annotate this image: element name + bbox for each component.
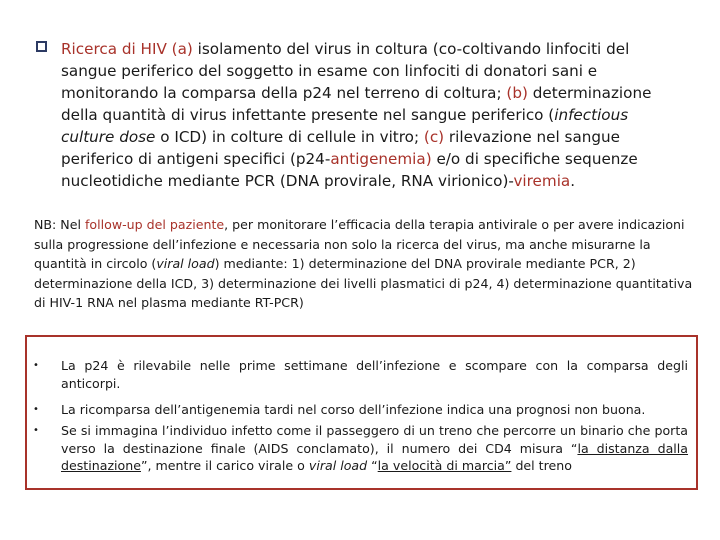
italic-term: viral load <box>156 256 215 271</box>
follow-up-term: follow-up del paziente <box>84 217 225 232</box>
text-span: , per monitorare l’efficacia della terapia antivirale o per avere indicazioni sulla progressione dell’infezione e necessaria non solo la ricerca del virus, ma anche misurarne la quantità in circolo ( <box>34 217 685 271</box>
label-c: (c) <box>423 128 445 146</box>
text-span: ) mediante: 1) determinazione del DNA provirale mediante PCR, 2) determinazione della ICD, 3) determinazione dei livelli plasmatici di p24, 4) determinazione quantitativa di HIV-1 RNA nel plasma mediante RT-PCR) <box>34 256 693 310</box>
underlined-phrase: la velocità di marcia” <box>377 458 512 473</box>
underlined-phrase: la distanza dalla destinazione <box>61 440 689 473</box>
list-item-text: La ricomparsa dell’antigenemia tardi nel corso dell’infezione indica una prognosi non buona. <box>61 402 646 417</box>
text-span: o ICD) in colture di cellule in vitro; <box>155 128 424 146</box>
checkbox-bullet-icon <box>36 41 47 52</box>
list-item-text: La p24 è rilevabile nelle prime settimane dell’infezione e scompare con la comparsa degli anticorpi. <box>61 358 688 391</box>
italic-term: infectious culture dose <box>61 106 629 146</box>
text-span: . <box>570 172 576 190</box>
text-span: determinazione della quantità di virus infettante presente nel sangue periferico ( <box>61 84 652 124</box>
text-span: e/o di specifiche sequenze nucleotidiche mediante PCR (DNA provirale, RNA virionico)- <box>61 150 638 190</box>
bullet-icon: • <box>33 360 39 371</box>
antigenemia-term: antigenemia) <box>330 150 432 168</box>
main-bullet <box>36 38 686 192</box>
text-span: isolamento del virus in coltura (co-coltivando linfociti del sangue periferico del soggetto in esame con linfociti di donatori sani e monitorando la comparsa della p24 nel terreno di coltura; <box>61 40 630 102</box>
text-span: “ <box>367 458 378 473</box>
text-span: del treno <box>511 458 572 473</box>
text-span: Se si immagina l’individuo infetto come il passeggero di un treno che percorre un binario che porta verso la destinazione finale (AIDS conclamato), il numero dei CD4 misura “ <box>61 423 688 456</box>
viremia-term: viremia <box>513 172 571 190</box>
bullet-icon: • <box>33 404 39 415</box>
text-span: NB: Nel <box>34 217 85 232</box>
nb-paragraph <box>34 215 694 313</box>
italic-term: viral load <box>308 458 368 473</box>
main-bullet-text <box>36 38 686 192</box>
text-span: rilevazione nel sangue periferico di antigeni specifici (p24- <box>61 128 620 168</box>
text-span: ”, mentre il carico virale o <box>140 458 309 473</box>
label-b: (b) <box>506 84 528 102</box>
hiv-search-heading: Ricerca di HIV (a) <box>61 40 193 58</box>
bullet-icon: • <box>33 425 39 436</box>
list-item-text <box>61 422 688 475</box>
bordered-box <box>25 335 698 490</box>
